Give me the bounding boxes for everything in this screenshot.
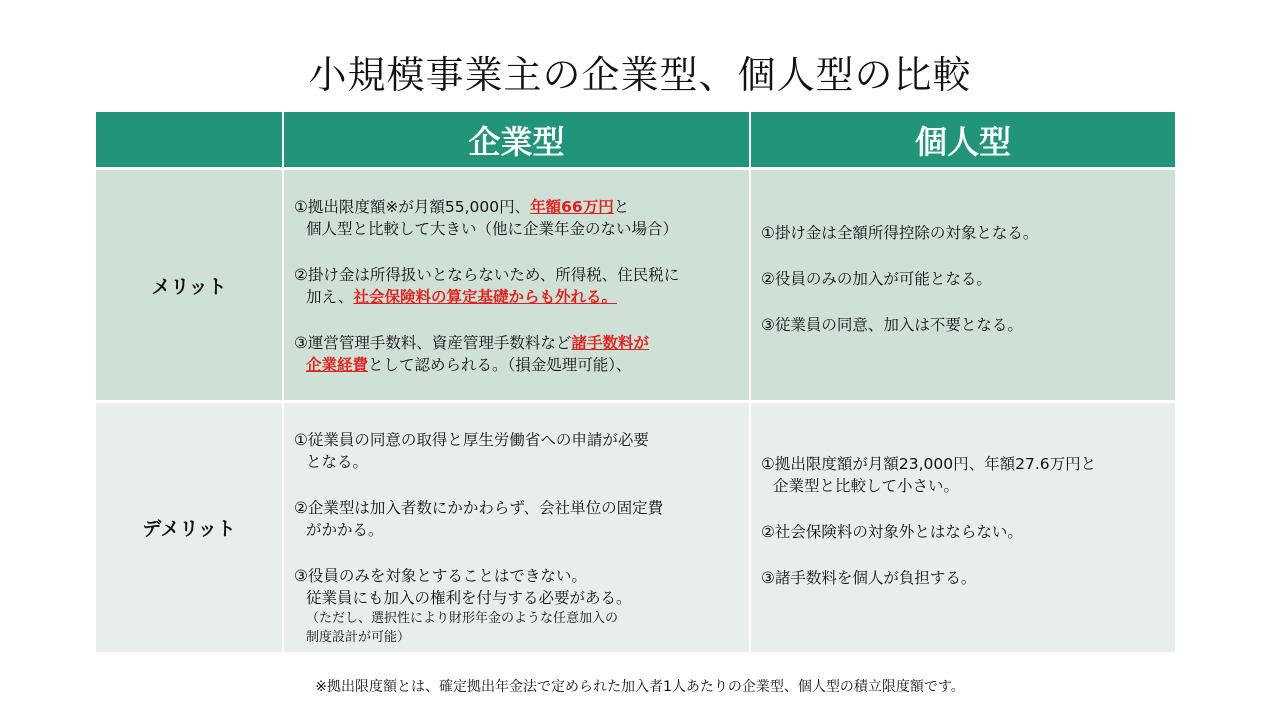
- merit-corp-1-highlight: 年額66万円: [530, 198, 614, 216]
- merit-corp-3-tail: として認められる。（損金処理可能）、: [368, 356, 632, 374]
- demerit-corp-1-line1: ①従業員の同意の取得と厚生労働省への申請が必要: [294, 431, 649, 449]
- merit-indiv-item-2: ②役員のみの加入が可能となる。: [761, 270, 992, 288]
- header-corner: [96, 112, 282, 167]
- demerit-corp-1-line2: となる。: [306, 453, 369, 471]
- merit-corp-3-text: ③運営管理手数料、資産管理手数料など: [294, 334, 572, 352]
- merit-individual-cell: [751, 170, 1175, 400]
- demerit-corp-3-sub2: 制度設計が可能）: [306, 630, 411, 645]
- merit-corp-1-line2: 個人型と比較して大きい（他に企業年金のない場合）: [306, 220, 679, 238]
- merit-corp-3-highlight1: 諸手数料が: [571, 334, 649, 352]
- demerit-indiv-1-line1: ①拠出限度額が月額23,000円、年額27.6万円と: [761, 455, 1097, 473]
- demerit-corp-2-line2: がかかる。: [306, 521, 384, 539]
- demerit-corporate-cell: [284, 403, 749, 652]
- merit-corp-item-1: [294, 196, 739, 240]
- merit-corp-3-highlight2: 企業経費: [306, 356, 369, 374]
- merit-corp-item-2: [294, 264, 739, 308]
- demerit-corp-3-line1: ③役員のみを対象とすることはできない。: [294, 567, 587, 585]
- header-corporate: 企業型: [284, 112, 749, 167]
- merit-label: メリット: [96, 170, 282, 400]
- comparison-table: [96, 112, 1174, 652]
- page-title: 小規模事業主の企業型、個人型の比較: [308, 53, 972, 97]
- merit-corporate-cell: [284, 170, 749, 400]
- merit-corp-item-3: [294, 332, 739, 376]
- merit-indiv-item-1: ①掛け金は全額所得控除の対象となる。: [761, 224, 1039, 242]
- merit-corp-2-highlight: 社会保険料の算定基礎からも外れる。: [353, 288, 617, 306]
- demerit-corp-3-sub1: （ただし、選択性により財形年金のような任意加入の: [306, 611, 619, 626]
- demerit-indiv-1-line2: 企業型と比較して小さい。: [773, 477, 960, 495]
- merit-indiv-item-3: ③従業員の同意、加入は不要となる。: [761, 316, 1023, 334]
- merit-corp-1-tail: と: [613, 198, 630, 216]
- demerit-corp-2-line1: ②企業型は加入者数にかかわらず、会社単位の固定費: [294, 499, 664, 517]
- demerit-corp-item-1: [294, 429, 739, 473]
- header-individual: 個人型: [751, 112, 1175, 167]
- demerit-label: デメリット: [96, 403, 282, 652]
- demerit-corp-item-3: [294, 565, 739, 647]
- demerit-indiv-item-2: ②社会保険料の対象外とはならない。: [761, 523, 1023, 541]
- demerit-corp-item-2: [294, 497, 739, 541]
- merit-corp-1-text: ①拠出限度額※が月額55,000円、: [294, 198, 531, 216]
- demerit-corp-3-line2: 従業員にも加入の権利を付与する必要がある。: [306, 589, 632, 607]
- demerit-indiv-item-3: ③諸手数料を個人が負担する。: [761, 569, 977, 587]
- demerit-individual-cell: [751, 403, 1175, 652]
- demerit-indiv-item-1: [761, 453, 1165, 497]
- merit-corp-2-text: 加え、: [306, 288, 354, 306]
- merit-corp-2-line1: ②掛け金は所得扱いとならないため、所得税、住民税に: [294, 266, 680, 284]
- footnote: ※拠出限度額とは、確定拠出年金法で定められた加入者1人あたりの企業型、個人型の積立限度額です。: [315, 679, 965, 695]
